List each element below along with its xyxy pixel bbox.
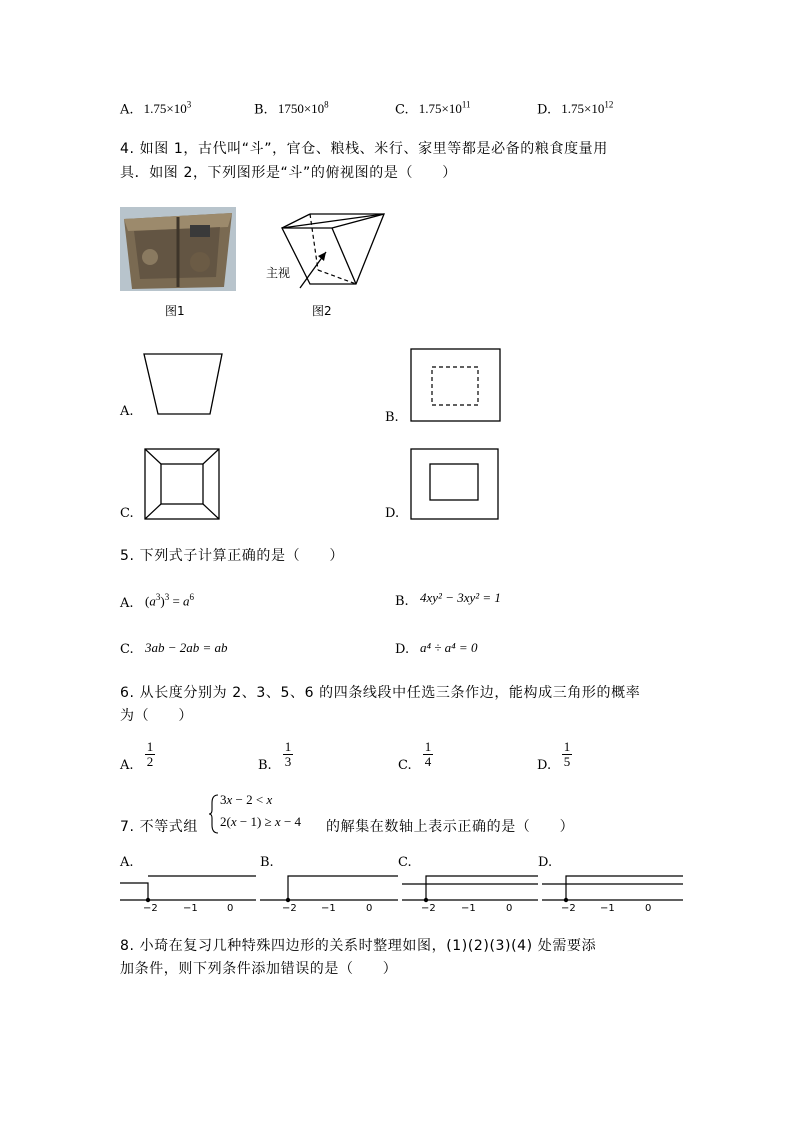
q5-stem: 5. 下列式子计算正确的是（ ） <box>120 548 345 564</box>
q6-d-numerator: 1 <box>563 739 571 754</box>
q5-option-a-label: A. <box>120 596 134 611</box>
q3-b-base: 1750×10 <box>277 101 325 117</box>
q7-stem-prefix: 7. 不等式组 <box>120 819 199 835</box>
q6-option-b-fraction <box>283 740 293 769</box>
q7-c-point <box>424 898 428 902</box>
q6-d-denominator: 5 <box>563 754 571 769</box>
q7-d-tick-m2: −2 <box>561 903 576 914</box>
q6-c-numerator: 1 <box>424 739 432 754</box>
fig2-caption: 图2 <box>312 304 332 318</box>
q4-stem-line1: 4. 如图 1，古代叫“斗”，官仓、粮栈、米行、家里等都是必备的粮食度量用 <box>120 141 608 157</box>
q6-a-numerator: 1 <box>146 739 154 754</box>
q3-option-d <box>537 100 613 117</box>
q7-number-lines <box>118 868 688 908</box>
q3-c-base: 1.75×10 <box>418 101 462 117</box>
q3-a-label: A. <box>120 102 134 118</box>
fig2-diagram <box>262 210 402 300</box>
q6-option-d-fraction <box>562 740 572 769</box>
q8-stem-line1: 8. 小琦在复习几种特殊四边形的关系时整理如图，(1)(2)(3)(4) 处需要添 <box>120 938 597 954</box>
q7-d-tick-0: 0 <box>645 903 652 914</box>
q4-option-c-label: C. <box>120 506 134 521</box>
q7-b-tick-m2: −2 <box>282 903 297 914</box>
q8-stem-line2: 加条件，则下列条件添加错误的是（ ） <box>120 961 398 977</box>
q3-d-exp: 12 <box>604 100 614 110</box>
q4-stem-line2: 具．如图 2，下列图形是“斗”的俯视图的是（ ） <box>120 165 457 181</box>
q7-a-ray-left <box>120 883 148 900</box>
q7-d-tick-m1: −1 <box>600 903 615 914</box>
q6-option-d-label: D. <box>537 758 552 773</box>
q4-option-b-figure <box>410 348 510 428</box>
q6-option-a-fraction <box>145 740 155 769</box>
q3-a-base: 1.75×10 <box>143 101 187 117</box>
q6-option-b-label: B. <box>258 758 272 773</box>
q7-option-a-label: A. <box>120 855 134 870</box>
fig1-photo <box>120 207 236 291</box>
q4-option-a-label: A. <box>120 404 134 419</box>
q3-c-exp: 11 <box>461 100 471 110</box>
q7-inequality-1: 3x − 2 < x <box>220 792 273 807</box>
q7-b-point <box>286 898 290 902</box>
q5-option-d-label: D. <box>395 642 410 657</box>
q7-stem-suffix: 的解集在数轴上表示正确的是（ ） <box>326 819 575 835</box>
q6-b-numerator: 1 <box>284 739 292 754</box>
q7-a-tick-0: 0 <box>227 903 234 914</box>
q3-option-c <box>395 100 471 117</box>
q6-option-a-label: A. <box>120 758 134 773</box>
q4-option-c-figure <box>144 448 234 528</box>
q7-system-brace <box>208 793 220 835</box>
q4-option-b-label: B. <box>385 410 399 425</box>
q7-d-ray-upper <box>566 876 683 900</box>
q4-option-d-figure <box>410 448 510 528</box>
q7-a-point <box>146 898 150 902</box>
q3-b-label: B. <box>254 102 268 118</box>
q7-c-tick-m1: −1 <box>461 903 476 914</box>
q7-c-ray-upper <box>426 876 538 900</box>
q6-option-c-fraction <box>423 740 433 769</box>
q5-option-a-expr: $(a^3)^3 = a^6$ <box>145 592 195 609</box>
q7-c-tick-0: 0 <box>506 903 513 914</box>
q5-option-b-expr: 4xy² − 3xy² = 1 <box>420 590 501 605</box>
q6-stem-line2: 为（ ） <box>120 708 193 724</box>
q7-b-tick-0: 0 <box>366 903 373 914</box>
q6-a-denominator: 2 <box>146 754 154 769</box>
q5-option-c-label: C. <box>120 642 134 657</box>
q7-option-c-label: C. <box>398 855 412 870</box>
q4-option-d-label: D. <box>385 506 400 521</box>
fig1-caption: 图1 <box>165 304 185 318</box>
q7-option-b-label: B. <box>260 855 274 870</box>
q3-option-b <box>254 100 329 117</box>
q6-b-denominator: 3 <box>284 754 292 769</box>
q6-option-c-label: C. <box>398 758 412 773</box>
q7-option-d-label: D. <box>538 855 553 870</box>
q5-option-d-expr: a⁴ ÷ a⁴ = 0 <box>420 640 478 655</box>
q7-a-tick-m1: −1 <box>183 903 198 914</box>
q7-b-ray <box>288 876 398 900</box>
q3-d-base: 1.75×10 <box>561 101 605 117</box>
q6-c-denominator: 4 <box>424 754 432 769</box>
q7-d-point <box>564 898 568 902</box>
q7-c-tick-m2: −2 <box>421 903 436 914</box>
q3-c-label: C. <box>395 102 409 118</box>
q3-b-exp: 8 <box>324 100 329 110</box>
q3-d-label: D. <box>537 102 552 118</box>
q7-inequality-2: 2(x − 1) ≥ x − 4 <box>220 814 302 829</box>
q5-option-b-label: B. <box>395 594 409 609</box>
q7-b-tick-m1: −1 <box>321 903 336 914</box>
q3-option-a <box>120 100 191 117</box>
q5-option-c-expr: 3ab − 2ab = ab <box>145 640 228 655</box>
q3-a-value <box>144 101 192 116</box>
fig2-front-view-label: 主视 <box>266 266 291 280</box>
q7-a-tick-m2: −2 <box>143 903 158 914</box>
q3-a-exp: 3 <box>186 100 192 110</box>
q4-option-a-figure <box>140 350 250 420</box>
q6-stem-line1: 6. 从长度分别为 2、3、5、6 的四条线段中任选三条作边，能构成三角形的概率 <box>120 685 641 701</box>
